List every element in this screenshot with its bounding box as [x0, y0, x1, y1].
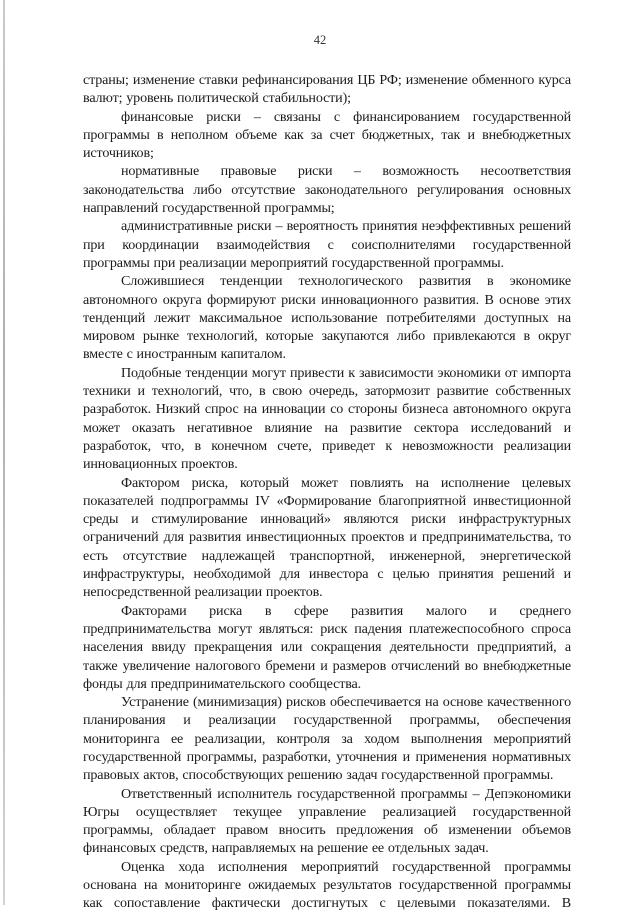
- paragraph: финансовые риски – связаны с финансированием государственной программы в неполном объеме как за счет бюджетных, так и внебюджетных источников;: [83, 108, 571, 162]
- paragraph: Ответственный исполнитель государственной программы – Депэкономики Югры осуществляет текущее управление реализацией государственной программы, обладает правом вносить предложения об изменении объемов финансовых средств, направляемых на решение ее отдельных задач.: [83, 785, 571, 857]
- page-number: 42: [313, 33, 327, 47]
- paragraph: Сложившиеся тенденции технологического развития в экономике автономного округа формируют риски инновационного развития. В основе этих тенденций лежит максимальное использование потребителями доступных на мировом рынке технологий, которые закупаются либо привлекаются в округ вместе с иностранным капиталом.: [83, 273, 571, 363]
- document-body: [83, 71, 571, 913]
- paragraph: Устранение (минимизация) рисков обеспечивается на основе качественного планирования и реализации государственной программы, обеспечения мониторинга ее реализации, контроля за ходом выполнения мероприятий государственной программы, разработки, уточнения и применения нормативных правовых актов, способствующих решению задач государственной программы.: [83, 694, 571, 784]
- paragraph: Фактором риска, который может повлиять на исполнение целевых показателей подпрограммы IV «Формирование благоприятной инвестиционной среды и стимулирование инноваций» являются риски инфраструктурных ограничений для развития инвестиционных проектов и предпринимательства, то есть отсутствие надлежащей транспортной, инженерной, энергетической инфраструктуры, необходимой для инвестора с целью принятия решений и непосредственной реализации проектов.: [83, 474, 571, 601]
- paragraph: страны; изменение ставки рефинансирования ЦБ РФ; изменение обменного курса валют; уровень политической стабильности);: [83, 72, 571, 107]
- paragraph: Факторами риска в сфере развития малого и среднего предпринимательства могут являться: риск падения платежеспособного спроса населения ввиду прекращения или сокращения деятельности предприятий, а также увеличение налогового бремени и размеров отчислений во внебюджетные фонды для предпринимательского сообщества.: [83, 602, 571, 692]
- scan-edge-shadow: [3, 0, 5, 905]
- paragraph: Подобные тенденции могут привести к зависимости экономики от импорта техники и технологий, что, в свою очередь, затормозит развитие собственных разработок. Низкий спрос на инновации со стороны бизнеса автономного округа может оказать негативное влияние на развитие сектора исследований и разработок, что, в конечном счете, приведет к невозможности реализации инновационных проектов.: [83, 364, 571, 473]
- paragraph: Оценка хода исполнения мероприятий государственной программы основана на мониторинге ожидаемых результатов государственной программы как сопоставление фактически достигнутых с целевыми показателями. В: [83, 858, 571, 912]
- paragraph: административные риски – вероятность принятия неэффективных решений при координации взаимодействия с соисполнителями государственной программы при реализации мероприятий государственной программы.: [83, 218, 571, 271]
- paragraph: нормативные правовые риски – возможность несоответствия законодательства либо отсутствие законодательного регулирования основных направлений государственной программы;: [83, 163, 571, 217]
